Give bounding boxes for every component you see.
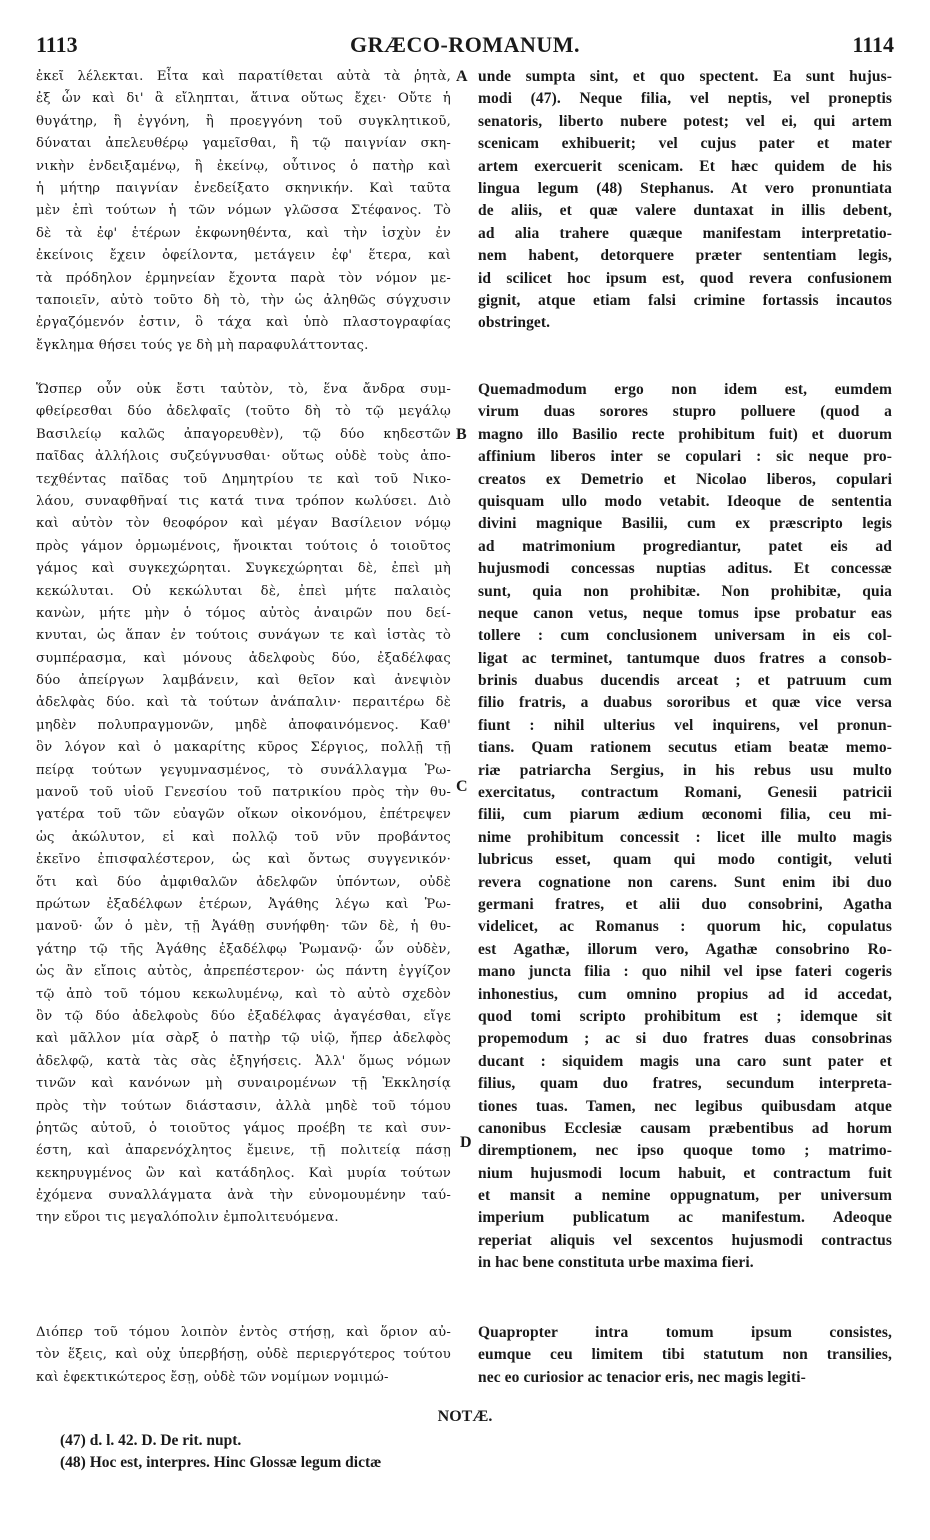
greek-text-line: ἐχόμενα συναλλάγματα ἀνὰ τὴν εὐνομουμένην ταύ- [36,1188,451,1204]
greek-column-3 [36,1322,451,1389]
page-title: GRÆCO-ROMANUM. [349,32,581,57]
greek-text-line: ἀδελφὰς δύο. καὶ τὰ τούτων ἀνάπαλιν· περαιτέρω δὲ [36,695,451,711]
greek-text-line: ἐκείνοις ἔχειν ὀφείλοντα, μετάγειν ἐφ' ἕτερα, καὶ [36,248,451,264]
latin-text-line: revera cognatione non carens. Sunt enim ibi duo [478,873,892,891]
greek-text-line: Διόπερ τοῦ τόμου λοιπὸν ἐντὸς στήσῃ, καὶ ὅριον αὐ- [36,1325,451,1340]
right-page-number: 1114 [852,32,894,57]
greek-text-line: ἐκεῖνο ἐπισφαλέστερον, ὡς καὶ ὄντως συγγενικόν· [36,852,451,868]
latin-paragraph-2 [478,379,892,1275]
latin-text-line: tollere : cum conclusionem universam in eis col- [478,627,892,645]
greek-paragraph-2 [36,379,451,1230]
latin-text-line: hujusmodi concessas nuptias aditus. Et concessæ [478,560,892,578]
latin-text-line: mano juncta filia : quo nihil vel ipse fateri cogeris [478,963,892,981]
latin-text-line: gignit, atque etiam falsi crimine fortassis incautos [478,291,892,309]
latin-text-line: eumque ceu limitem tibi statutum non transilies, [478,1346,892,1364]
latin-text-line: tiones tuas. Tamen, nec legibus quibusdam atque [478,1097,892,1115]
margin-marker-d: D [460,1134,472,1151]
greek-text-line: τῷ ἀπὸ τοῦ τόμου κεκωλυμένῳ, καὶ τὸ αὐτὸ σχεδὸν [36,986,451,1002]
latin-text-line: inhonestius, cum omnino propius ad id accedat, [478,985,892,1003]
greek-text-line: ῥητῶς αὐτοῦ, ὁ τοιοῦτος γάμος προέβη τε καὶ συν- [36,1120,451,1136]
latin-text-line: ducant : siquidem magis una caro sunt pater et [478,1052,892,1070]
greek-text-line: ἡ μήτηρ παιγνίαν ἐνεδείξατο σκηνικήν. Καὶ ταῦτα [36,180,451,196]
greek-text-line: τεχθέντας παῖδας τοῦ Δημητρίου τε καὶ τοῦ Νικο- [36,471,451,487]
latin-text-line: filii, cum piarum ædium œconomi filia, ceu mi- [478,806,892,824]
greek-text-line: θυγάτηρ, ἢ ἐγγόνη, ἢ προεγγόνη τοῦ συγκλητικοῦ, [36,113,451,129]
greek-text-line: δύο ἀπείργων λαμβάνειν, καὶ θεῖον καὶ ἀνεψιὸν [36,673,451,689]
latin-text-line: affinium liberos inter se copulari : sic neque pro- [478,448,892,466]
latin-text-line: quod tomi scripto prohibitum est ; idemque sit [478,1007,892,1025]
note-48: (48) Hoc est, interpres. Hinc Glossæ legum dictæ [60,1454,382,1471]
latin-text-line: Quapropter intra tomum ipsum consistes, [478,1324,892,1341]
latin-text-line: tians. Quam rationem secutus etiam beatæ memo- [478,739,892,757]
latin-text-line: imperium publicatum ac manifestum. Adeoque [478,1209,892,1227]
greek-text-line: ἀδελφῷ, κατὰ τὰς σὰς ἐξηγήσεις. Ἀλλ' ὅμως νόμων [36,1053,451,1069]
greek-text-line: μηδὲν πολυπραγμονῶν, μηδὲ ἀποφαινόμενος. Καθ' [36,717,451,733]
greek-text-line: ἐξ ὧν καὶ δι' ἃ εἴληπται, ἅτινα οὕτως ἔχει· Οὔτε ἡ [36,91,451,107]
greek-text-line: μανοῦ· ὧν ὁ μὲν, τῇ Ἀγάθῃ συνήφθη· τῶν δὲ, ἡ θυ- [36,919,451,935]
greek-text-line: ὃν λόγον καὶ ὁ μακαρίτης κῦρος Σέργιος, πολλῇ τῇ [36,740,451,756]
latin-text-line: quisquam ullo modo vetabit. Ideoque de sententia [478,492,892,510]
latin-text-line: canonibus Ecclesiæ causam præbentibus ad horum [478,1119,892,1137]
greek-text-line: δύναται ἀπελευθέρῳ γαμεῖσθαι, ἢ τῷ παιγνίαν σκη- [36,136,451,152]
latin-text-line: reperiat aliquis vel sexcentos hujusmodi contractus [478,1231,892,1249]
latin-text-line: in hac bene constituta urbe maxima fieri. [478,1254,754,1272]
greek-text-line: κεκώλυται. Οὐ κεκώλυται δὲ, ἐπεὶ μήτε παλαιὸς [36,583,451,599]
latin-column [478,66,892,335]
margin-marker-b: B [456,426,467,443]
latin-paragraph-3 [478,1322,892,1389]
greek-text-line: κανὼν, μήτε μὴν ὁ τόμος αὐτὸς ἀναιρῶν που δεί- [36,605,451,621]
latin-text-line: lubricus esset, quam qui modo contigit, veluti [478,851,892,869]
greek-text-line: ὂν τῷ δύο ἀδελφοὺς δύο ἐξαδέλφας ἀγαγέσθαι, εἴγε [36,1008,451,1024]
latin-text-line: scenicam exhibuerit; vel cujus pater et mater [478,135,892,153]
latin-text-line: nem habent, detorquere præter sententiam legis, [478,247,892,265]
greek-text-line: έστη, καὶ ἀπαρενόχλητος ἔμεινε, τῇ πολιτείᾳ πάσῃ [36,1143,451,1159]
greek-text-line: λάου, συναφθῆναί τις κατά τινα τρόπον κωλύσει. Διὸ [36,493,451,509]
latin-text-line: virum duas sorores stupro polluere (quod a [478,403,892,421]
latin-paragraph-1 [478,66,892,335]
latin-text-line: filius, quam duo fratres, secundum interpreta- [478,1075,892,1093]
latin-text-line: neque canon vetus, neque tomus ipse probatur eas [478,604,892,622]
latin-text-line: nium hujusmodi locum habuit, et contractum fuit [478,1164,892,1182]
latin-text-line: creatos ex Demetrio et Nicolao liberos, copulari [478,470,892,488]
latin-text-line: lingua legum (48) Stephanus. At vero pronuntiata [478,179,892,197]
latin-text-line: riæ patriarcha Sergius, in his rebus usu multo [478,761,892,779]
latin-text-line: obstringet. [478,314,551,332]
greek-text-line: πρὸς τὴν τούτων διάστασιν, ἀλλὰ μηδὲ τοῦ τόμου [36,1098,451,1114]
latin-text-line: nec eo curiosior ac tenacior eris, nec magis legiti- [478,1368,806,1386]
greek-text-line: ὅτι καὶ δύο ἀμφιθαλῶν ἀδελφῶν ὑπόντων, οὐδὲ [36,874,451,890]
latin-text-line: Quemadmodum ergo non idem est, eumdem [478,381,892,398]
greek-text-line: νικὴν ἐνδειξαμένῳ, ἢ ἐκείνῳ, οὗτινος ὁ πατὴρ καὶ [36,158,451,174]
latin-text-line: est Agathæ, illorum vero, Agathæ consobrino Ro- [478,940,892,958]
left-page-number: 1113 [36,32,78,57]
greek-text-line: γάμος καὶ συγκεχώρηται. Συγκεχώρηται δὲ, ἐπεὶ μὴ [36,561,451,577]
greek-text-line: τὰ πρόδηλον ἑρμηνείαν ἔχοντα παρὰ τὸν νόμον με- [36,270,451,286]
greek-text-line: Ὥσπερ οὖν οὐκ ἔστι ταὐτὸν, τὸ, ἕνα ἄνδρα συμ- [36,382,451,397]
greek-text-line: παῖδας ἀλλήλοις συζεύγνυσθαι· οὕτως οὐδὲ τοὺς ἀπο- [36,449,451,465]
greek-text-line: την εὕροι τις μεγαλόπολιν ἐμπολιτευόμενα. [36,1210,339,1226]
latin-text-line: senatoris, liberto nubere potest; vel ei, qui artem [478,112,892,130]
greek-text-line: κνυται, ὡς ἅπαν ἐν τούτοις συνάγων τε καὶ ἱστὰς τὸ [36,628,451,644]
greek-text-line: ταποιεῖν, αὐτὸ τοῦτο δὴ τὸ, τὴν ὡς ἀληθῶς σύγχυσιν [36,292,451,308]
greek-text-line: καὶ αὐτὸν τὸν θεοφόρον καὶ μέγαν Βασίλειον νόμῳ [36,516,451,532]
greek-column-2 [36,379,451,1230]
latin-text-line: artem exercuerit scenicam. Et hæc quidem de his [478,157,892,175]
latin-text-line: germani fratres, et alii duo consobrini, Agatha [478,895,892,913]
latin-text-line: diremptionem, nec ipso quoque tomo ; matrimo- [478,1142,892,1160]
greek-text-line: τινῶν καὶ κανόνων μὴ συναιρομένων τῇ Ἐκκλησίᾳ [36,1076,451,1092]
greek-paragraph-3 [36,1322,451,1389]
latin-text-line: ligat ac terminet, tantumque duos fratres a consob- [478,649,892,667]
greek-text-line: καὶ μᾶλλον μία σὰρξ ὁ πατὴρ τῷ υἱῷ, ἤπερ ἀδελφὸς [36,1031,451,1047]
latin-text-line: ad alia trahere quæque manifestam interpretatio- [478,224,892,242]
latin-column-3 [478,1322,892,1389]
greek-text-line: ὡς ἀκώλυτον, εἰ καὶ πολλῷ τοῦ νῦν προβάντος [36,829,451,845]
latin-text-line: divini magnique Basilii, cum ex præscripto legis [478,515,892,533]
greek-text-line: ἔγκλημα θήσει τούς γε δὴ μὴ παραφυλάττοντας. [36,337,369,353]
latin-text-line: filio fratris, a duabus sororibus et quæ vice versa [478,694,892,712]
latin-text-line: modi (47). Neque filia, vel neptis, vel proneptis [478,90,892,108]
greek-text-line: πρὸς γάμον ὁρμωμένοις, ἤνοικται τούτοις ὁ τοιοῦτος [36,538,451,554]
greek-text-line: γατέρα τοῦ τῶν εὐαγῶν οἴκων οἰκονόμου, ἐπέτρεψεν [36,807,451,823]
greek-column [36,66,451,357]
latin-text-line: sunt, quia non prohibitæ. Non prohibitæ, quia [478,582,892,600]
notes-title: NOTÆ. [437,1408,493,1425]
greek-text-line: πείρᾳ τούτων γεγυμνασμένος, τὸ συνάλλαγμα Ῥω- [36,762,451,778]
greek-text-line: δὲ τὰ ἐφ' ἑτέρων ἐκφωνηθέντα, καὶ τὴν ἰσχὺν ἐν [36,225,451,241]
greek-text-line: πρώτων ἐξαδέλφων ἑτέρων, Ἀγάθης λέγω καὶ Ῥω- [36,896,451,912]
notes [60,1430,860,1474]
latin-column-2 [478,379,892,1275]
greek-paragraph-1 [36,66,451,357]
page-header [36,32,894,62]
greek-text-line: συμπέρασμα, καὶ μόνους ἀδελφοὺς δύο, ἐξαδέλφας [36,650,451,666]
greek-text-line: μὲν ἐπὶ τούτων ἡ τῶν νόμων γλῶσσα Στέφανος. Τὸ [36,203,451,219]
latin-text-line: unde sumpta sint, et quo spectent. Ea sunt hujus- [478,68,892,85]
margin-marker-c: C [456,778,468,795]
latin-text-line: nime prohibitum concessit : licet ille multo magis [478,828,892,846]
greek-text-line: Βασιλείῳ καλῶς ἀπαγορευθὲν), τῷ δύο κηδεστῶν [36,426,451,442]
latin-text-line: videlicet, ac Romanus : quorum hic, copulatus [478,918,892,936]
note-47: (47) d. l. 42. D. De rit. nupt. [60,1432,242,1449]
latin-text-line: id scilicet hoc ipsum est, quod revera confusionem [478,269,892,287]
greek-text-line: καὶ ἐφεκτικώτερος ἔσῃ, οὐδὲ τῶν νομίμων νομιμώ- [36,1369,389,1385]
latin-text-line: exercitatus, contractum Romani, Genesii patricii [478,784,892,802]
greek-text-line: ὡς ἂν εἴποις αὐτὸς, ἀπρεπέστερον· ὡς πάντη ἐγγίζον [36,964,451,980]
greek-text-line: κεκηρυγμένος ὢν καὶ κατάδηλος. Καὶ μυρία τούτων [36,1165,451,1181]
greek-text-line: τὸν ἕξεις, καὶ οὐχ ὑπερβήσῃ, οὐδὲ περιεργότερος τούτου [36,1347,451,1363]
greek-text-line: ἐκεῖ λέλεκται. Εἶτα καὶ παρατίθεται αὐτὰ τὰ ῥητὰ, [36,69,451,84]
latin-text-line: propemodum ; ac si duo fratres duas consobrinas [478,1030,892,1048]
margin-marker-a: A [456,68,468,85]
latin-text-line: et mansit a nemine oppugnatum, per universum [478,1187,892,1205]
latin-text-line: brinis duabus ducendis arceat ; et patruum cum [478,672,892,690]
latin-text-line: magno illo Basilio recte prohibitum fuit) et duorum [478,425,892,443]
greek-text-line: γάτηρ τῷ τῆς Ἀγάθης ἐξαδέλφῳ Ῥωμανῷ· ὧν οὐδὲν, [36,941,451,957]
greek-text-line: μανοῦ τοῦ υἱοῦ Γενεσίου τοῦ πατρικίου πρὸς τὴν θυ- [36,785,451,801]
latin-text-line: de aliis, et quæ valere duntaxat in illis debent, [478,202,892,220]
greek-text-line: φθείρεσθαι δύο ἀδελφαῖς (τοῦτο δὴ τὸ τῷ μεγάλῳ [36,404,451,420]
latin-text-line: fiunt : nihil ulterius vel inquirens, vel pronun- [478,716,892,734]
greek-text-line: ἐργαζόμενόν ἐστιν, ὃ τάχα καὶ ὑπὸ πλαστογραφίας [36,315,451,331]
latin-text-line: ad matrimonium progrediantur, patet eis ad [478,537,892,555]
